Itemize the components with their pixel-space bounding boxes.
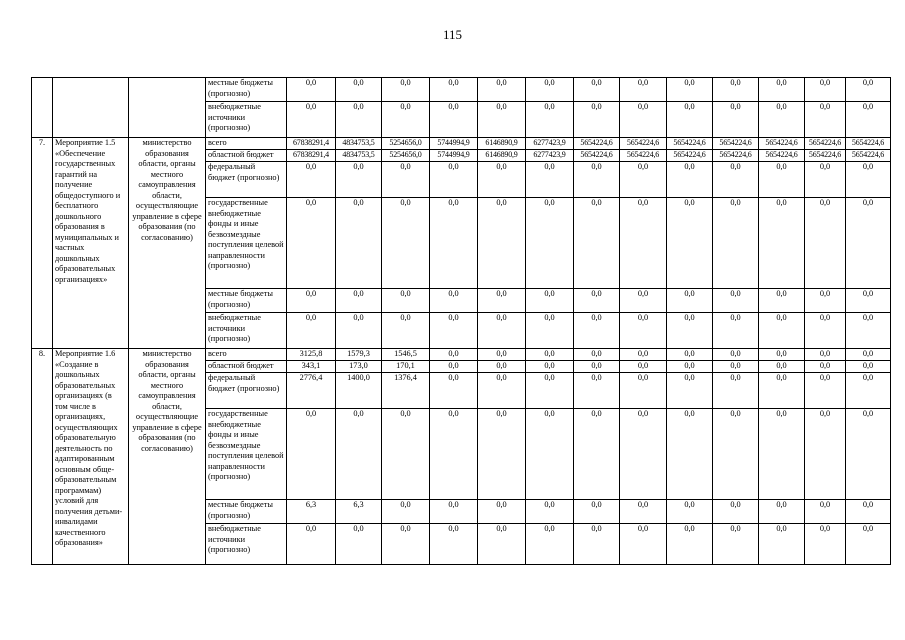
value-cell: 0,0 [759,313,805,349]
value-cell: 0,0 [805,198,846,289]
value-cell: 5654224,6 [620,138,667,150]
funding-source: областной бюджет [206,150,287,162]
value-cell: 0,0 [667,500,713,524]
value-cell: 0,0 [846,162,891,198]
value-cell: 0,0 [620,78,667,102]
value-cell: 0,0 [805,361,846,373]
funding-source: внебюджетные источники (прогнозно) [206,102,287,138]
value-cell: 0,0 [574,198,620,289]
value-cell: 0,0 [759,289,805,313]
value-cell: 0,0 [574,289,620,313]
value-cell: 0,0 [430,198,478,289]
value-cell: 0,0 [620,349,667,361]
value-cell: 5654224,6 [805,138,846,150]
value-cell: 0,0 [805,373,846,409]
funding-source: местные бюджеты (прогнозно) [206,78,287,102]
value-cell: 6,3 [287,500,336,524]
value-cell: 6146890,9 [478,150,526,162]
value-cell: 0,0 [430,289,478,313]
value-cell: 0,0 [667,289,713,313]
table-row [32,78,891,102]
value-cell: 0,0 [620,524,667,565]
value-cell: 0,0 [287,289,336,313]
value-cell: 0,0 [713,524,759,565]
value-cell: 0,0 [713,349,759,361]
value-cell: 0,0 [526,524,574,565]
value-cell: 5254656,0 [382,150,430,162]
value-cell: 0,0 [336,524,382,565]
value-cell: 0,0 [759,409,805,500]
funding-source: федеральный бюджет (прогнозно) [206,162,287,198]
value-cell: 0,0 [846,102,891,138]
value-cell: 0,0 [805,313,846,349]
value-cell: 0,0 [620,409,667,500]
value-cell: 0,0 [805,289,846,313]
value-cell: 0,0 [846,500,891,524]
value-cell: 0,0 [667,409,713,500]
value-cell: 0,0 [478,349,526,361]
value-cell: 0,0 [526,373,574,409]
value-cell: 0,0 [759,500,805,524]
value-cell: 0,0 [846,313,891,349]
funding-source: государственные внебюджетные фонды и иные безвозмездные поступления целевой направленности (прогнозно) [206,409,287,500]
value-cell: 0,0 [287,102,336,138]
row-index [32,78,53,138]
funding-source: всего [206,349,287,361]
value-cell: 0,0 [574,373,620,409]
activity-name [53,78,129,138]
value-cell: 6277423,9 [526,150,574,162]
value-cell: 0,0 [805,78,846,102]
executor: министерство образования области, органы местного самоуправления области, осуществляющие управление в сфере образования (по согласованию) [129,349,206,565]
value-cell: 0,0 [713,313,759,349]
value-cell: 5654224,6 [846,138,891,150]
value-cell: 2776,4 [287,373,336,409]
value-cell: 0,0 [430,524,478,565]
value-cell: 0,0 [759,102,805,138]
value-cell: 4834753,5 [336,150,382,162]
value-cell: 173,0 [336,361,382,373]
value-cell: 0,0 [478,289,526,313]
value-cell: 0,0 [667,313,713,349]
value-cell: 0,0 [846,373,891,409]
value-cell: 1546,5 [382,349,430,361]
value-cell: 1376,4 [382,373,430,409]
value-cell: 343,1 [287,361,336,373]
funding-source: федеральный бюджет (прогнозно) [206,373,287,409]
value-cell: 0,0 [526,313,574,349]
value-cell: 0,0 [713,162,759,198]
value-cell: 0,0 [430,349,478,361]
value-cell: 0,0 [478,162,526,198]
value-cell: 0,0 [574,162,620,198]
value-cell: 0,0 [430,409,478,500]
table-row [32,349,891,361]
value-cell: 0,0 [430,313,478,349]
value-cell: 0,0 [846,289,891,313]
value-cell: 5654224,6 [846,150,891,162]
value-cell: 5654224,6 [759,150,805,162]
value-cell: 0,0 [430,162,478,198]
value-cell: 0,0 [759,373,805,409]
value-cell: 0,0 [382,313,430,349]
value-cell: 0,0 [805,349,846,361]
value-cell: 0,0 [713,198,759,289]
value-cell: 0,0 [667,373,713,409]
page-number: 115 [442,27,463,42]
value-cell: 0,0 [430,78,478,102]
value-cell: 0,0 [382,198,430,289]
value-cell: 0,0 [382,102,430,138]
value-cell: 0,0 [382,162,430,198]
value-cell: 5654224,6 [574,150,620,162]
value-cell: 0,0 [574,313,620,349]
row-index: 8. [32,349,53,565]
executor [129,78,206,138]
value-cell: 0,0 [336,102,382,138]
value-cell: 0,0 [620,373,667,409]
value-cell: 0,0 [382,500,430,524]
value-cell: 0,0 [759,361,805,373]
value-cell: 0,0 [478,500,526,524]
value-cell: 5744994,9 [430,138,478,150]
value-cell: 0,0 [846,349,891,361]
value-cell: 0,0 [574,361,620,373]
value-cell: 0,0 [759,349,805,361]
value-cell: 3125,8 [287,349,336,361]
value-cell: 5654224,6 [667,150,713,162]
value-cell: 0,0 [805,162,846,198]
value-cell: 0,0 [526,198,574,289]
funding-source: государственные внебюджетные фонды и иные безвозмездные поступления целевой направленности (прогнозно) [206,198,287,289]
value-cell: 0,0 [287,313,336,349]
value-cell: 0,0 [574,409,620,500]
value-cell: 0,0 [667,349,713,361]
value-cell: 0,0 [620,313,667,349]
value-cell: 0,0 [574,524,620,565]
value-cell: 0,0 [526,78,574,102]
value-cell: 0,0 [667,78,713,102]
value-cell: 0,0 [478,409,526,500]
value-cell: 0,0 [759,162,805,198]
value-cell: 4834753,5 [336,138,382,150]
value-cell: 67838291,4 [287,138,336,150]
value-cell: 0,0 [667,361,713,373]
value-cell: 170,1 [382,361,430,373]
value-cell: 0,0 [287,409,336,500]
value-cell: 0,0 [805,409,846,500]
value-cell: 0,0 [620,162,667,198]
value-cell: 0,0 [805,500,846,524]
value-cell: 0,0 [382,289,430,313]
value-cell: 0,0 [478,361,526,373]
value-cell: 0,0 [336,289,382,313]
activity-name: Мероприятие 1.6 «Создание в дошкольных образовательных организациях (в том числе в организациях, осуществляющих образовательную деятельность по адаптированным основным обще-образовательным программам) условий для получения детьми-инвалидами качественного образования» [53,349,129,565]
value-cell: 0,0 [336,409,382,500]
value-cell: 0,0 [430,361,478,373]
row-index: 7. [32,138,53,349]
value-cell: 0,0 [287,78,336,102]
value-cell: 0,0 [713,289,759,313]
value-cell: 0,0 [620,289,667,313]
value-cell: 0,0 [526,500,574,524]
value-cell: 0,0 [805,102,846,138]
value-cell: 0,0 [478,198,526,289]
value-cell: 0,0 [430,102,478,138]
value-cell: 0,0 [526,349,574,361]
value-cell: 0,0 [478,313,526,349]
value-cell: 0,0 [846,524,891,565]
value-cell: 0,0 [620,500,667,524]
value-cell: 5654224,6 [805,150,846,162]
value-cell: 0,0 [336,313,382,349]
value-cell: 0,0 [336,198,382,289]
value-cell: 0,0 [287,524,336,565]
funding-source: внебюджетные источники (прогнозно) [206,313,287,349]
value-cell: 0,0 [713,78,759,102]
value-cell: 6,3 [336,500,382,524]
value-cell: 0,0 [526,289,574,313]
value-cell: 67838291,4 [287,150,336,162]
executor: министерство образования области, органы местного самоуправления области, осуществляющие управление в сфере образования (по согласованию) [129,138,206,349]
value-cell: 6146890,9 [478,138,526,150]
funding-source: областной бюджет [206,361,287,373]
value-cell: 0,0 [759,198,805,289]
value-cell: 0,0 [526,102,574,138]
value-cell: 0,0 [478,524,526,565]
value-cell: 5654224,6 [667,138,713,150]
value-cell: 0,0 [478,78,526,102]
activity-name: Мероприятие 1.5 «Обеспечение государственных гарантий на получение общедоступного и бесплатного дошкольного образования в муниципальных и частных дошкольных образовательных организациях» [53,138,129,349]
value-cell: 0,0 [478,373,526,409]
value-cell: 0,0 [430,500,478,524]
value-cell: 0,0 [430,373,478,409]
value-cell: 5654224,6 [713,150,759,162]
value-cell: 0,0 [846,409,891,500]
value-cell: 0,0 [846,361,891,373]
value-cell: 5254656,0 [382,138,430,150]
budget-table [31,77,891,565]
value-cell: 0,0 [336,78,382,102]
value-cell: 5654224,6 [713,138,759,150]
funding-source: всего [206,138,287,150]
table-row [32,138,891,150]
value-cell: 0,0 [620,198,667,289]
value-cell: 0,0 [846,198,891,289]
value-cell: 0,0 [667,198,713,289]
funding-source: местные бюджеты (прогнозно) [206,500,287,524]
value-cell: 0,0 [526,409,574,500]
funding-source: внебюджетные источники (прогнозно) [206,524,287,565]
budget-table-body [32,78,891,565]
value-cell: 0,0 [574,102,620,138]
value-cell: 0,0 [526,361,574,373]
value-cell: 0,0 [620,102,667,138]
value-cell: 0,0 [382,78,430,102]
value-cell: 0,0 [287,198,336,289]
value-cell: 0,0 [478,102,526,138]
value-cell: 0,0 [713,409,759,500]
value-cell: 0,0 [713,500,759,524]
value-cell: 0,0 [805,524,846,565]
value-cell: 1579,3 [336,349,382,361]
value-cell: 0,0 [287,162,336,198]
funding-source: местные бюджеты (прогнозно) [206,289,287,313]
value-cell: 0,0 [846,78,891,102]
value-cell: 0,0 [382,409,430,500]
value-cell: 1400,0 [336,373,382,409]
value-cell: 0,0 [574,78,620,102]
value-cell: 5654224,6 [574,138,620,150]
value-cell: 0,0 [667,162,713,198]
value-cell: 0,0 [526,162,574,198]
value-cell: 0,0 [574,349,620,361]
value-cell: 0,0 [667,102,713,138]
value-cell: 0,0 [382,524,430,565]
value-cell: 0,0 [713,102,759,138]
value-cell: 5744994,9 [430,150,478,162]
value-cell: 0,0 [759,524,805,565]
value-cell: 5654224,6 [759,138,805,150]
value-cell: 0,0 [713,373,759,409]
value-cell: 0,0 [667,524,713,565]
value-cell: 6277423,9 [526,138,574,150]
value-cell: 0,0 [759,78,805,102]
value-cell: 0,0 [336,162,382,198]
value-cell: 0,0 [620,361,667,373]
value-cell: 5654224,6 [620,150,667,162]
value-cell: 0,0 [713,361,759,373]
value-cell: 0,0 [574,500,620,524]
